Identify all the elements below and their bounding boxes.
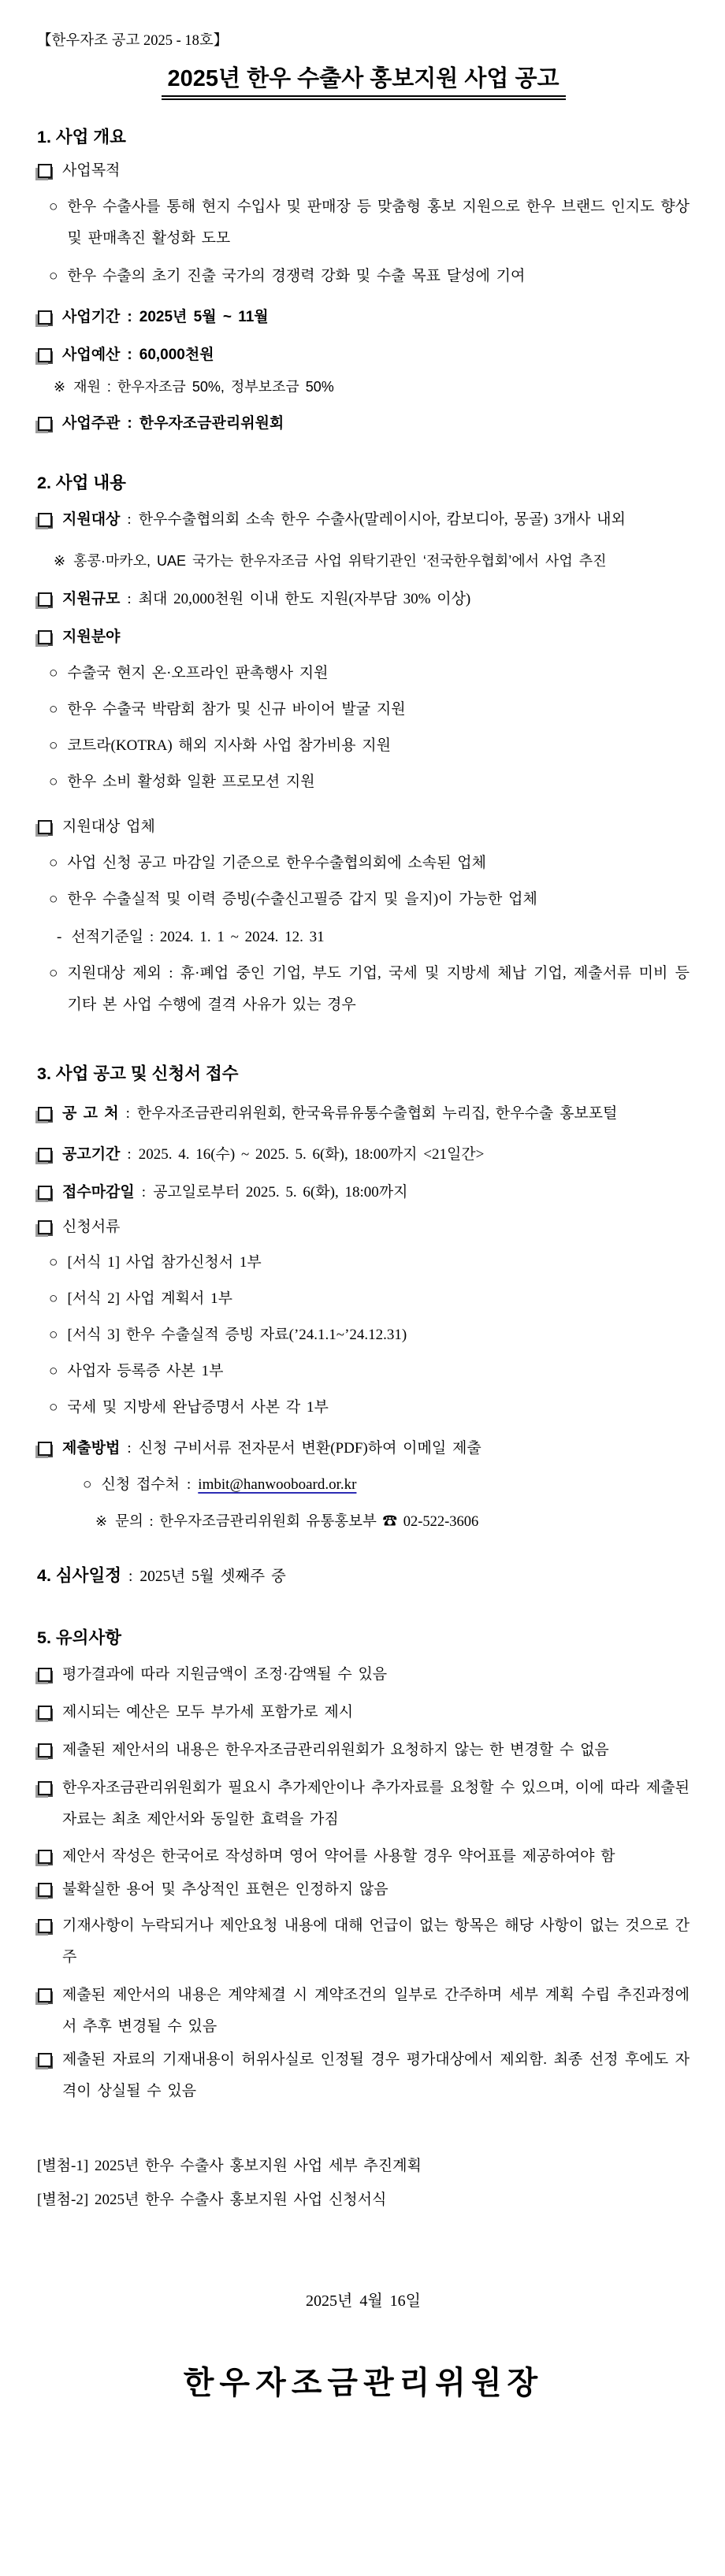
eligible-item-text: 사업 신청 공고 마감일 기준으로 한우수출협의회에 소속된 업체 xyxy=(67,855,486,872)
receipt-email-link[interactable]: imbit@hanwooboard.or.kr xyxy=(198,1475,357,1493)
support-target-row xyxy=(37,504,690,536)
caution-text: 제시되는 예산은 모두 부가세 포함가로 제시 xyxy=(62,1703,354,1720)
checkbox-icon xyxy=(38,1743,52,1758)
colon-separator: : xyxy=(127,414,132,432)
colon-separator: : xyxy=(141,1183,147,1201)
support-field-text: 코트라(KOTRA) 해외 지사화 사업 참가비용 지원 xyxy=(67,737,391,754)
support-fields-row xyxy=(37,622,690,653)
support-fields-label: 지원분야 xyxy=(62,628,121,645)
shipment-date-subitem xyxy=(37,922,690,953)
doc-item-1 xyxy=(37,1247,690,1279)
support-target-note-row xyxy=(37,548,690,574)
business-period-label: 사업기간 xyxy=(62,308,121,325)
colon-separator: : xyxy=(127,308,132,325)
section-2-heading: 2. 사업 내용 xyxy=(37,473,126,492)
caution-text: 제출된 제안서의 내용은 한우자조금관리위원회가 요청하지 않는 한 변경할 수 없음 xyxy=(62,1741,609,1758)
section-3-heading: 3. 사업 공고 및 신청서 접수 xyxy=(37,1063,239,1083)
colon-separator: : xyxy=(127,510,132,528)
announce-place-label: 공 고 처 xyxy=(62,1104,119,1122)
support-target-label: 지원대상 xyxy=(62,510,121,528)
application-docs-row xyxy=(37,1212,690,1243)
review-schedule-value: 2025년 5월 셋째주 중 xyxy=(139,1568,286,1585)
dash-bullet-icon: - xyxy=(57,929,62,946)
title-block xyxy=(37,65,690,100)
eligible-item-text: 한우 수출실적 및 이력 증빙(수출신고필증 갑지 및 을지)이 가능한 업체 xyxy=(67,891,537,908)
caution-text: 기재사항이 누락되거나 제안요청 내용에 대해 언급이 없는 항목은 해당 사항이 없는 것으로 간주 xyxy=(62,1917,690,1966)
organizer-row xyxy=(37,408,690,440)
section-5-heading: 5. 유의사항 xyxy=(37,1628,121,1647)
colon-separator: : xyxy=(128,1568,133,1585)
circle-bullet-icon: ○ xyxy=(49,1290,58,1308)
checkbox-icon xyxy=(38,310,52,325)
caution-item-4 xyxy=(37,1772,690,1835)
announcement-date: 2025년 4월 16일 xyxy=(306,2292,421,2310)
checkbox-icon xyxy=(38,1850,52,1864)
colon-separator: : xyxy=(125,1104,130,1122)
doc-item-text: [서식 1] 사업 참가신청서 1부 xyxy=(67,1254,262,1271)
support-target-value: 한우수출협의회 소속 한우 수출사(말레이시아, 캄보디아, 몽골) 3개사 내외 xyxy=(138,510,626,528)
checkbox-icon xyxy=(38,1668,52,1682)
doc-item-text: 사업자 등록증 사본 1부 xyxy=(67,1363,224,1380)
attachment-2: [별첨-2] 2025년 한우 수출사 홍보지원 사업 신청서식 xyxy=(37,2191,387,2208)
business-period-row xyxy=(37,302,690,333)
support-field-text: 한우 소비 활성화 일환 프로모션 지원 xyxy=(67,773,315,790)
checkbox-icon xyxy=(38,164,52,178)
caution-text: 불확실한 용어 및 추상적인 표현은 인정하지 않음 xyxy=(62,1881,389,1899)
circle-bullet-icon: ○ xyxy=(49,1398,58,1416)
deadline-label: 접수마감일 xyxy=(62,1183,135,1201)
page-title: 2025년 한우 수출사 홍보지원 사업 공고 xyxy=(162,65,566,100)
circle-bullet-icon: ○ xyxy=(49,199,58,216)
circle-bullet-icon: ○ xyxy=(49,964,58,982)
contact-phone-number: 02-522-3606 xyxy=(403,1513,479,1530)
organizer-value: 한우자조금관리위원회 xyxy=(139,414,284,432)
checkbox-icon xyxy=(38,592,52,607)
budget-note-text: 재원 : 한우자조금 50%, 정부보조금 50% xyxy=(73,378,334,395)
purpose-label: 사업목적 xyxy=(62,162,121,180)
eligible-companies-label: 지원대상 업체 xyxy=(62,818,155,836)
colon-separator: : xyxy=(127,346,132,363)
purpose-item-text: 한우 수출의 초기 진출 국가의 경쟁력 강화 및 수출 목표 달성에 기여 xyxy=(67,267,526,284)
caution-item-3 xyxy=(37,1735,690,1766)
circle-bullet-icon: ○ xyxy=(49,1254,58,1271)
budget-value: 60,000천원 xyxy=(139,346,214,363)
budget-note-row xyxy=(37,374,690,400)
caution-item-7 xyxy=(37,1910,690,1973)
announce-place-row xyxy=(37,1098,690,1130)
doc-item-text: [서식 3] 한우 수출실적 증빙 자료(’24.1.1~’24.12.31) xyxy=(67,1327,407,1344)
checkbox-icon xyxy=(38,630,52,644)
organizer-label: 사업주관 xyxy=(62,414,121,432)
submit-method-row xyxy=(37,1433,690,1464)
caution-text: 제출된 제안서의 내용은 계약체결 시 계약조건의 일부로 간주하며 세부 계획 수립 추진과정에서 추후 변경될 수 있음 xyxy=(62,1987,690,2035)
circle-bullet-icon: ○ xyxy=(83,1475,92,1493)
eligible-companies-row xyxy=(37,811,690,843)
support-scale-value: 최대 20,000천원 이내 한도 지원(자부담 30% 이상) xyxy=(138,591,471,608)
circle-bullet-icon: ○ xyxy=(49,700,58,718)
submit-method-value: 신청 구비서류 전자문서 변환(PDF)하여 이메일 제출 xyxy=(138,1439,481,1457)
checkbox-icon xyxy=(38,513,52,527)
circle-bullet-icon: ○ xyxy=(49,664,58,681)
submit-method-label: 제출방법 xyxy=(62,1439,121,1457)
doc-item-text: [서식 2] 사업 계획서 1부 xyxy=(67,1290,232,1308)
support-field-item-2 xyxy=(37,694,690,726)
checkbox-icon xyxy=(38,1442,52,1456)
receipt-address-row xyxy=(37,1469,690,1501)
checkbox-icon xyxy=(38,820,52,834)
checkbox-icon xyxy=(38,417,52,431)
circle-bullet-icon: ○ xyxy=(49,855,58,872)
support-target-note-text: 홍콩·마카오, UAE 국가는 한우자조금 사업 위탁기관인 ‘전국한우협회’에서 사업 추진 xyxy=(73,552,607,569)
contact-note-row xyxy=(37,1509,690,1535)
checkbox-icon xyxy=(38,1883,52,1897)
caution-item-6 xyxy=(37,1874,690,1906)
announce-period-label: 공고기간 xyxy=(62,1145,121,1163)
support-field-item-3 xyxy=(37,730,690,762)
notice-number: 【한우자조 공고 2025 - 18호】 xyxy=(37,33,229,49)
eligible-item-text: 지원대상 제외 : 휴·폐업 중인 기업, 부도 기업, 국세 및 지방세 체납 기업, 제출서류 미비 등 기타 본 사업 수행에 결격 사유가 있는 경우 xyxy=(67,964,690,1013)
section-4-heading: 4. 심사일정 xyxy=(37,1565,121,1585)
circle-bullet-icon: ○ xyxy=(49,737,58,754)
purpose-item-text: 한우 수출사를 통해 현지 수입사 및 판매장 등 맞춤형 홍보 지원으로 한우 브랜드 인지도 향상 및 판매촉진 활성화 도모 xyxy=(67,199,690,247)
doc-item-text: 국세 및 지방세 완납증명서 사본 각 1부 xyxy=(67,1398,329,1416)
attachment-1: [별첨-1] 2025년 한우 수출사 홍보지원 사업 세부 추진계획 xyxy=(37,2157,422,2174)
reference-mark-icon: ※ xyxy=(54,552,66,569)
purpose-item-1 xyxy=(37,191,690,254)
caution-item-8 xyxy=(37,1980,690,2043)
eligible-item-3 xyxy=(37,958,690,1021)
circle-bullet-icon: ○ xyxy=(49,773,58,790)
colon-separator: : xyxy=(127,591,132,608)
support-field-item-4 xyxy=(37,766,690,798)
circle-bullet-icon: ○ xyxy=(49,1327,58,1344)
reference-mark-icon: ※ xyxy=(95,1513,108,1529)
eligible-item-2 xyxy=(37,884,690,915)
caution-text: 평가결과에 따라 지원금액이 조정·감액될 수 있음 xyxy=(62,1665,388,1683)
circle-bullet-icon: ○ xyxy=(49,1363,58,1380)
support-scale-row xyxy=(37,584,690,615)
business-period-value: 2025년 5월 ~ 11월 xyxy=(139,308,269,325)
phone-icon: ☎ xyxy=(382,1513,398,1530)
application-docs-label: 신청서류 xyxy=(62,1218,121,1235)
budget-row xyxy=(37,340,690,371)
doc-item-4 xyxy=(37,1356,690,1387)
checkbox-icon xyxy=(38,1220,52,1234)
checkbox-icon xyxy=(38,1988,52,2003)
doc-item-3 xyxy=(37,1320,690,1351)
support-field-text: 수출국 현지 온·오프라인 판촉행사 지원 xyxy=(67,664,329,681)
section-1-heading: 1. 사업 개요 xyxy=(37,128,126,147)
eligible-item-1 xyxy=(37,848,690,879)
doc-item-5 xyxy=(37,1392,690,1423)
deadline-row xyxy=(37,1177,690,1208)
caution-text: 제안서 작성은 한국어로 작성하며 영어 약어를 사용할 경우 약어표를 제공하여야 함 xyxy=(62,1848,615,1865)
checkbox-icon xyxy=(38,1148,52,1162)
purpose-item-2 xyxy=(37,261,690,292)
caution-item-1 xyxy=(37,1659,690,1691)
checkbox-icon xyxy=(38,1706,52,1720)
announce-period-row xyxy=(37,1139,690,1171)
support-scale-label: 지원규모 xyxy=(62,591,121,608)
deadline-value: 공고일로부터 2025. 5. 6(화), 18:00까지 xyxy=(153,1183,408,1201)
contact-note-line xyxy=(115,1509,690,1535)
checkbox-icon xyxy=(38,2053,52,2067)
receipt-address-line xyxy=(101,1469,690,1501)
checkbox-icon xyxy=(38,1781,52,1795)
caution-item-2 xyxy=(37,1697,690,1728)
colon-separator: : xyxy=(187,1475,191,1493)
contact-note-text: 문의 : 한우자조금관리위원회 유통홍보부 xyxy=(115,1513,377,1530)
checkbox-icon xyxy=(38,1107,52,1121)
checkbox-icon xyxy=(38,348,52,362)
receipt-address-label: 신청 접수처 xyxy=(101,1475,180,1493)
circle-bullet-icon: ○ xyxy=(49,267,58,284)
checkbox-icon xyxy=(38,1919,52,1933)
support-field-item-1 xyxy=(37,658,690,689)
signature-title: 한우자조금관리위원장 xyxy=(183,2364,544,2400)
support-field-text: 한우 수출국 박람회 참가 및 신규 바이어 발굴 지원 xyxy=(67,700,406,718)
reference-mark-icon: ※ xyxy=(54,378,66,395)
doc-item-2 xyxy=(37,1283,690,1315)
announce-period-value: 2025. 4. 16(수) ~ 2025. 5. 6(화), 18:00까지 <21일간> xyxy=(138,1145,485,1163)
section-4-row xyxy=(37,1562,690,1591)
circle-bullet-icon: ○ xyxy=(49,891,58,908)
colon-separator: : xyxy=(127,1439,132,1457)
budget-label: 사업예산 xyxy=(62,346,121,363)
caution-text: 한우자조금관리위원회가 필요시 추가제안이나 추가자료를 요청할 수 있으며, 이에 따라 제출된 자료는 최초 제안서와 동일한 효력을 가짐 xyxy=(62,1779,690,1828)
caution-item-5 xyxy=(37,1841,690,1873)
announce-place-value: 한우자조금관리위원회, 한국육류유통수출협회 누리집, 한우수출 홍보포털 xyxy=(136,1104,618,1122)
caution-item-9 xyxy=(37,2044,690,2107)
caution-text: 제출된 자료의 기재내용이 허위사실로 인정될 경우 평가대상에서 제외함. 최종 선정 후에도 자격이 상실될 수 있음 xyxy=(62,2051,690,2099)
colon-separator: : xyxy=(127,1145,132,1163)
shipment-date-text: 선적기준일 : 2024. 1. 1 ~ 2024. 12. 31 xyxy=(71,929,325,946)
checkbox-icon xyxy=(38,1186,52,1200)
purpose-row xyxy=(37,155,690,187)
